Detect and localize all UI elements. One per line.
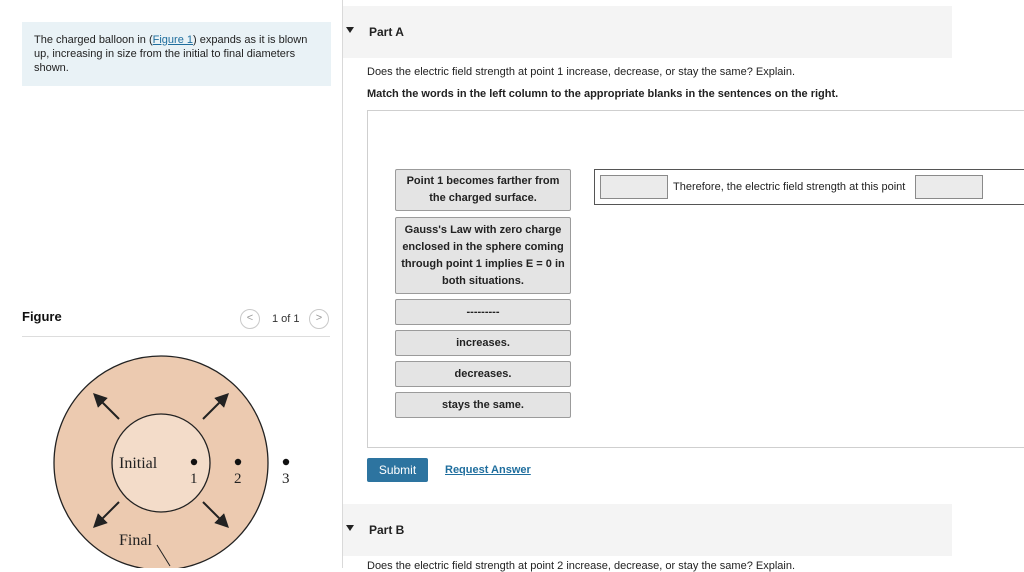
point-1-dot [191,459,197,465]
chevron-right-icon[interactable]: > [309,309,329,329]
request-answer-link[interactable]: Request Answer [445,464,531,476]
answer-tile[interactable]: increases. [395,330,571,356]
figure-link[interactable]: Figure 1 [152,34,193,46]
part-b-question: Does the electric field strength at point 2 increase, decrease, or stay the same? Explain. [367,560,796,572]
matching-area [367,110,1024,448]
answer-tile[interactable]: Point 1 becomes farther from the charged surface. [395,169,571,211]
point-3-label: 3 [282,471,290,487]
part-a-instruction: Match the words in the left column to the appropriate blanks in the sentences on the right. [367,88,839,100]
balloon-figure [40,345,330,568]
initial-label: Initial [119,455,158,472]
sentence-row [594,169,1024,205]
point-2-label: 2 [234,471,242,487]
part-a-label: Part A [369,25,404,39]
problem-intro [22,22,331,86]
answer-tile[interactable]: decreases. [395,361,571,387]
intro-text-after: ) expands as it is blown up, increasing in size from the initial to final diameters shown. [34,34,308,74]
point-3-dot [283,459,289,465]
left-panel [0,0,342,568]
figure-divider [22,336,330,337]
point-2-dot [235,459,241,465]
final-label: Final [119,532,152,549]
sentence-text: Therefore, the electric field strength at this point [673,181,906,193]
figure-title: Figure [22,309,62,324]
caret-down-icon [346,27,354,33]
answer-tile[interactable]: Gauss's Law with zero charge enclosed in the sphere coming through point 1 implies E = 0 in both situations. [395,217,571,294]
part-a-question: Does the electric field strength at point 1 increase, decrease, or stay the same? Explain. [367,66,796,78]
blank-drop-target-2[interactable] [915,175,983,199]
chevron-left-icon[interactable]: < [240,309,260,329]
right-panel [343,0,1024,572]
blank-drop-target-1[interactable] [600,175,668,199]
part-b-label: Part B [369,523,405,537]
answer-tile[interactable]: --------- [395,299,571,325]
part-a-header[interactable] [343,6,952,58]
point-1-label: 1 [190,471,198,487]
caret-down-icon [346,525,354,531]
pager-text: 1 of 1 [272,313,300,325]
submit-button[interactable]: Submit [367,458,428,482]
part-b-header[interactable] [343,504,952,556]
intro-text-before: The charged balloon in ( [34,34,153,46]
answer-tile[interactable]: stays the same. [395,392,571,418]
